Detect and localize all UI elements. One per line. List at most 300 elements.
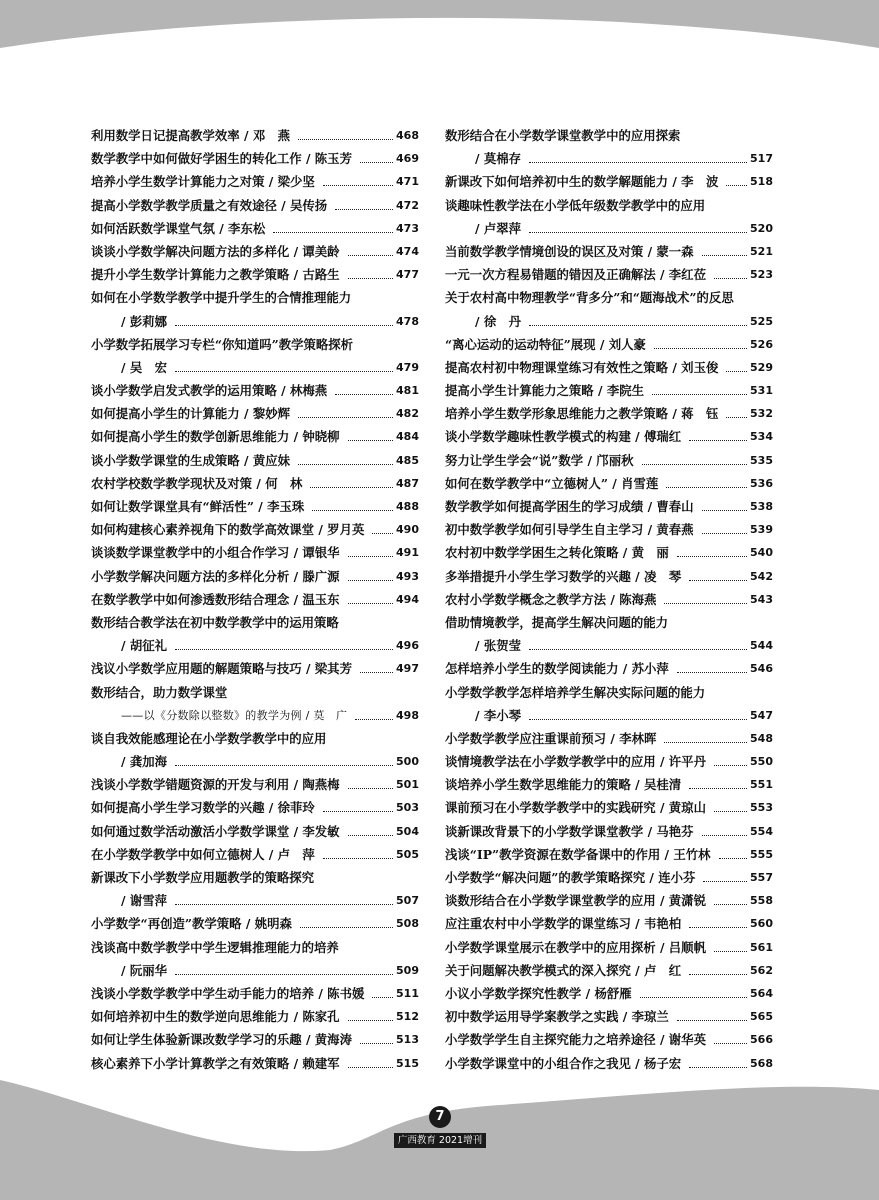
toc-entry-page: 550	[750, 755, 773, 769]
toc-entry-title: 农村小学数学概念之教学方法 / 陈海燕	[445, 591, 657, 607]
dot-leader	[348, 580, 393, 581]
dot-leader	[348, 556, 393, 557]
toc-entry-page: 566	[750, 1033, 773, 1047]
toc-entry-page: 515	[396, 1056, 419, 1070]
toc-entry	[445, 495, 773, 518]
dot-leader	[677, 556, 747, 557]
toc-entry-title: 关于问题解决教学模式的深入探究 / 卢 红	[445, 962, 682, 978]
toc-entry	[445, 866, 773, 889]
toc-entry-page: 526	[750, 337, 773, 351]
toc-entry	[91, 843, 419, 866]
toc-entry-title: 努力让学生学会“说”数学 / 邝丽秋	[445, 452, 634, 468]
toc-entry-page: 497	[396, 662, 419, 676]
toc-entry-page: 531	[750, 384, 773, 398]
dot-leader	[714, 811, 747, 812]
toc-entry	[445, 379, 773, 402]
toc-entry-title: 谈小学数学启发式教学的运用策略 / 林梅燕	[91, 383, 328, 399]
toc-entry-title: 农村初中数学学困生之转化策略 / 黄 丽	[445, 545, 669, 561]
toc-entry-page: 554	[750, 824, 773, 838]
toc-entry-title: 核心素养下小学计算教学之有效策略 / 赖建军	[91, 1055, 340, 1071]
toc-entry-title: 小学数学教学应注重课前预习 / 李林晖	[445, 730, 657, 746]
toc-entry-page: 479	[396, 360, 419, 374]
toc-entry-title: 如何在小学数学教学中提升学生的合情推理能力	[91, 290, 352, 306]
toc-entry-title: 关于农村高中物理教学“背多分”和“题海战术”的反思	[445, 290, 734, 306]
toc-entry	[91, 170, 419, 193]
toc-entry	[91, 820, 419, 843]
toc-entry	[445, 147, 773, 170]
toc-entry-page: 564	[750, 986, 773, 1000]
toc-entry	[445, 263, 773, 286]
toc-entry-title: / 张贺莹	[475, 638, 522, 654]
dot-leader	[689, 788, 747, 789]
toc-entry-title: 如何提高小学生的数学创新思维能力 / 钟晓柳	[91, 429, 340, 445]
toc-entry-title: 小议小学数学探究性教学 / 杨舒雁	[445, 985, 632, 1001]
toc-entry-page: 548	[750, 731, 773, 745]
toc-entry-title: 数学教学中如何做好学困生的转化工作 / 陈玉芳	[91, 151, 352, 167]
toc-entry	[91, 1028, 419, 1051]
toc-entry-title: 当前数学教学情境创设的误区及对策 / 蒙一森	[445, 243, 694, 259]
toc-entry	[445, 541, 773, 564]
toc-entry-page: 512	[396, 1010, 419, 1024]
toc-entry	[445, 889, 773, 912]
dot-leader	[677, 672, 747, 673]
dot-leader	[355, 719, 393, 720]
dot-leader	[726, 417, 747, 418]
toc-entry-page: 496	[396, 639, 419, 653]
toc-entry-page: 498	[396, 708, 419, 722]
toc-entry-title: 如何培养初中生的数学逆向思维能力 / 陈家孔	[91, 1009, 340, 1025]
dot-leader	[689, 1067, 747, 1068]
toc-entry-page: 539	[750, 523, 773, 537]
toc-entry-page: 507	[396, 894, 419, 908]
toc-entry-title: 如何通过数学活动激活小学数学课堂 / 李发敏	[91, 823, 340, 839]
toc-entry-page: 534	[750, 430, 773, 444]
toc-entry-title: / 彭莉娜	[121, 313, 168, 329]
dot-leader	[702, 255, 747, 256]
toc-entry-page: 523	[750, 268, 773, 282]
toc-entry-page: 568	[750, 1056, 773, 1070]
dot-leader	[702, 533, 747, 534]
toc-entry-page: 558	[750, 894, 773, 908]
toc-entry-page: 557	[750, 871, 773, 884]
toc-entry	[91, 727, 419, 750]
dot-leader	[652, 394, 747, 395]
toc-entry-title: 提高小学生计算能力之策略 / 李院生	[445, 383, 645, 399]
toc-entry-page: 491	[396, 546, 419, 560]
dot-leader	[298, 464, 393, 465]
toc-entry-page: 474	[396, 244, 419, 258]
toc-entry	[445, 796, 773, 819]
toc-entry	[91, 912, 419, 935]
toc-entry-title: 在小学数学教学中如何立德树人 / 卢 萍	[91, 846, 315, 862]
dot-leader	[372, 533, 393, 534]
toc-entry	[91, 681, 419, 704]
toc-entry-title: 在数学教学中如何渗透数形结合理念 / 温玉东	[91, 591, 340, 607]
dot-leader	[529, 232, 747, 233]
toc-entry	[445, 1005, 773, 1028]
toc-entry-page: 517	[750, 152, 773, 166]
toc-entry-title: 如何提高小学生的计算能力 / 黎妙辉	[91, 406, 291, 422]
toc-entry-title: 浅谈小学数学教学中学生动手能力的培养 / 陈书媛	[91, 985, 365, 1001]
toc-entry-page: 490	[396, 523, 419, 537]
toc-entry	[91, 796, 419, 819]
toc-entry-title: 应注重农村中小学数学的课堂练习 / 韦艳柏	[445, 916, 682, 932]
dot-leader	[348, 1020, 393, 1021]
toc-entry-title: 初中数学教学如何引导学生自主学习 / 黄春燕	[445, 522, 694, 538]
toc-entry-page: 520	[750, 221, 773, 235]
toc-entry-title: 谈谈数学课堂教学中的小组合作学习 / 谭银华	[91, 545, 340, 561]
dot-leader	[348, 440, 393, 441]
toc-entry	[91, 379, 419, 402]
dot-leader	[689, 580, 747, 581]
toc-entry-page: 501	[396, 778, 419, 792]
toc-entry-page: 485	[396, 453, 419, 467]
toc-entry-title: 数形结合，助力数学课堂	[91, 684, 228, 700]
toc-entry	[91, 310, 419, 333]
toc-entry	[91, 866, 419, 889]
dot-leader	[300, 927, 393, 928]
toc-entry-title: 谈数形结合在小学数学课堂教学的应用 / 黄潇锐	[445, 893, 706, 909]
toc-entry-page: 508	[396, 917, 419, 931]
toc-entry-title: 谈小学数学趣味性教学模式的构建 / 傅瑞红	[445, 429, 682, 445]
dot-leader	[348, 835, 393, 836]
toc-entry-page: 472	[396, 198, 419, 212]
toc-entry-title: 提高农村初中物理课堂练习有效性之策略 / 刘玉俊	[445, 359, 719, 375]
toc-entry-page: 538	[750, 500, 773, 513]
toc-entry-page: 513	[396, 1033, 419, 1047]
toc-entry	[445, 449, 773, 472]
dot-leader	[654, 348, 747, 349]
toc-entry-title: 小学数学解决问题方法的多样化分析 / 滕广源	[91, 568, 340, 584]
toc-entry-title: 借助情境教学，提高学生解决问题的能力	[445, 614, 669, 630]
toc-entry	[445, 936, 773, 959]
toc-entry	[445, 194, 773, 217]
toc-entry-title: 谈新课改背景下的小学数学课堂教学 / 马艳芬	[445, 823, 694, 839]
toc-entry	[91, 147, 419, 170]
toc-entry-page: 504	[396, 824, 419, 838]
dot-leader	[372, 997, 393, 998]
toc-entry	[91, 518, 419, 541]
toc-entry-title: 浅谈高中数学教学中学生逻辑推理能力的培养	[91, 939, 339, 955]
toc-entry-page: 518	[750, 175, 773, 189]
toc-entry-title: 培养小学生数学计算能力之对策 / 梁少坚	[91, 174, 315, 190]
toc-entry	[445, 704, 773, 727]
toc-entry-page: 481	[396, 384, 419, 398]
toc-entry-title: 数形结合在小学数学课堂教学中的应用探索	[445, 128, 681, 143]
toc-entry-page: 535	[750, 453, 773, 467]
toc-entry-title: 数形结合教学法在初中数学教学中的运用策略	[91, 614, 339, 630]
toc-entry-title: 如何活跃数学课堂气氛 / 李东松	[91, 220, 266, 236]
toc-entry-page: 477	[396, 268, 419, 282]
toc-entry-title: 小学数学“解决问题”的教学策略探究 / 连小芬	[445, 870, 696, 885]
toc-entry	[445, 588, 773, 611]
dot-leader	[689, 927, 747, 928]
toc-entry	[445, 217, 773, 240]
toc-entry	[91, 356, 419, 379]
toc-entry-title: 新课改下如何培养初中生的数学解题能力 / 李 波	[445, 174, 719, 190]
toc-entry	[91, 936, 419, 959]
toc-entry-page: 562	[750, 963, 773, 977]
dot-leader	[702, 510, 747, 511]
toc-entry-title: / 龚加海	[121, 754, 168, 770]
toc-entry-title: 多举措提升小学生学习数学的兴趣 / 凌 琴	[445, 568, 682, 584]
dot-leader	[703, 881, 747, 882]
toc-entry-page: 560	[750, 917, 773, 931]
toc-entry-page: 546	[750, 662, 773, 676]
toc-entry-title: 谈小学数学课堂的生成策略 / 黄应妹	[91, 452, 291, 468]
toc-entry	[91, 565, 419, 588]
toc-entry	[445, 170, 773, 193]
dot-leader	[348, 603, 393, 604]
toc-entry-title: 如何让学生体验新课改数学学习的乐趣 / 黄海涛	[91, 1032, 352, 1048]
toc-entry	[91, 402, 419, 425]
toc-entry-title: 提升小学生数学计算能力之教学策略 / 古路生	[91, 267, 340, 283]
toc-entry	[445, 356, 773, 379]
toc-entry-title: 如何构建核心素养视角下的数学高效课堂 / 罗月英	[91, 522, 365, 538]
toc-entry	[91, 194, 419, 217]
toc-left-column	[91, 124, 419, 1075]
toc-entry-title: 数学教学如何提高学困生的学习成绩 / 曹春山	[445, 499, 694, 514]
toc-entry-title: 新课改下小学数学应用题教学的策略探究	[91, 870, 315, 885]
toc-entry	[445, 773, 773, 796]
toc-entry-page: 500	[396, 755, 419, 769]
dot-leader	[348, 278, 393, 279]
toc-entry	[91, 889, 419, 912]
dot-leader	[719, 858, 747, 859]
toc-entry-title: 一元一次方程易错题的错因及正确解法 / 李红莅	[445, 267, 706, 283]
dot-leader	[664, 603, 747, 604]
toc-entry	[445, 959, 773, 982]
toc-entry	[91, 124, 419, 147]
toc-entry-page: 542	[750, 569, 773, 583]
toc-entry-page: 561	[750, 940, 773, 954]
toc-entry-page: 547	[750, 708, 773, 722]
dot-leader	[529, 719, 747, 720]
toc-entry-title: / 阮丽华	[121, 962, 168, 978]
toc-entry-page: 468	[396, 129, 419, 142]
dot-leader	[298, 139, 393, 140]
dot-leader	[175, 325, 393, 326]
toc-entry-page: 555	[750, 847, 773, 861]
toc-entry-title: 浅议小学数学应用题的解题策略与技巧 / 梁其芳	[91, 661, 352, 677]
toc-entry-title: 如何提高小学生学习数学的兴趣 / 徐菲玲	[91, 800, 315, 816]
dot-leader	[175, 974, 393, 975]
toc-entry-page: 473	[396, 221, 419, 235]
toc-entry	[445, 843, 773, 866]
dot-leader	[689, 974, 747, 975]
toc-entry-page: 543	[750, 592, 773, 606]
toc-entry	[91, 657, 419, 680]
toc-entry-page: 553	[750, 801, 773, 815]
dot-leader	[175, 904, 393, 905]
toc-entry	[445, 286, 773, 309]
toc-entry	[445, 310, 773, 333]
dot-leader	[360, 672, 393, 673]
dot-leader	[714, 765, 747, 766]
page-footer	[393, 1106, 487, 1148]
toc-entry-page: 484	[396, 430, 419, 444]
toc-entry-page: 509	[396, 963, 419, 977]
toc-entry	[91, 982, 419, 1005]
toc-entry-title: 小学数学“再创造”教学策略 / 姚明森	[91, 916, 292, 932]
toc-entry	[445, 820, 773, 843]
dot-leader	[677, 1020, 747, 1021]
toc-entry-page: 469	[396, 152, 419, 166]
toc-entry	[445, 681, 773, 704]
toc-entry	[445, 727, 773, 750]
toc-entry-page: 488	[396, 500, 419, 513]
toc-entry-title: 小学数学课堂中的小组合作之我见 / 杨子宏	[445, 1055, 682, 1071]
dot-leader	[312, 510, 393, 511]
toc-entry	[91, 495, 419, 518]
dot-leader	[726, 185, 747, 186]
dot-leader	[323, 811, 393, 812]
dot-leader	[348, 1067, 393, 1068]
dot-leader	[298, 417, 393, 418]
toc-entry	[445, 912, 773, 935]
dot-leader	[360, 162, 393, 163]
toc-entry-title: 提高小学数学教学质量之有效途径 / 吴传扬	[91, 197, 328, 213]
dot-leader	[529, 325, 747, 326]
toc-entry-page: 525	[750, 314, 773, 328]
toc-entry	[91, 611, 419, 634]
dot-leader	[175, 765, 393, 766]
dot-leader	[642, 464, 747, 465]
dot-leader	[175, 371, 393, 372]
toc-entry-title: 农村学校数学教学现状及对策 / 何 林	[91, 475, 303, 491]
toc-entry-page: 478	[396, 314, 419, 328]
toc-entry-title: 浅谈“IP”教学资源在数学备课中的作用 / 王竹林	[445, 846, 711, 862]
toc-entry-title: / 胡征礼	[121, 638, 168, 654]
toc-entry	[91, 541, 419, 564]
toc-entry	[91, 240, 419, 263]
dot-leader	[689, 440, 747, 441]
toc-entry	[445, 518, 773, 541]
toc-entry	[445, 750, 773, 773]
toc-entry-page: 529	[750, 360, 773, 374]
dot-leader	[666, 487, 747, 488]
dot-leader	[702, 835, 747, 836]
toc-entry	[91, 425, 419, 448]
toc-entry	[91, 634, 419, 657]
toc-entry	[445, 124, 773, 147]
dot-leader	[273, 232, 393, 233]
toc-entry-page: 494	[396, 592, 419, 606]
dot-leader	[529, 162, 747, 163]
toc-entry-page: 505	[396, 847, 419, 861]
toc-entry-page: 487	[396, 476, 419, 490]
toc-entry-page: 532	[750, 407, 773, 421]
toc-entry-page: 511	[396, 986, 419, 1000]
dot-leader	[323, 185, 393, 186]
journal-label: 广西教育 2021增刊	[394, 1133, 486, 1148]
dot-leader	[175, 649, 393, 650]
toc-entry-title: 课前预习在小学数学教学中的实践研究 / 黄琼山	[445, 800, 706, 816]
toc-entry	[445, 611, 773, 634]
toc-entry-page: 493	[396, 569, 419, 583]
toc-entry	[91, 1052, 419, 1075]
toc-entry-title: 怎样培养小学生的数学阅读能力 / 苏小萍	[445, 661, 669, 677]
toc-entry	[91, 588, 419, 611]
dot-leader	[640, 997, 747, 998]
toc-entry-title: 如何在数学教学中“立德树人” / 肖雪莲	[445, 475, 659, 491]
dot-leader	[335, 209, 393, 210]
toc-entry-title: 利用数学日记提高教学效率 / 邓 燕	[91, 128, 291, 143]
toc-entry	[91, 472, 419, 495]
toc-entry-title: 小学数学拓展学习专栏“你知道吗”教学策略探析	[91, 336, 354, 352]
page-number: 7	[429, 1106, 451, 1128]
toc-entry-title: 小学数学教学怎样培养学生解决实际问题的能力	[445, 684, 706, 700]
dot-leader	[323, 858, 393, 859]
toc-entry	[91, 217, 419, 240]
toc-entry	[91, 1005, 419, 1028]
toc-entry-page: 540	[750, 546, 773, 560]
toc-entry-title: 小学数学学生自主探究能力之培养途径 / 谢华英	[445, 1032, 706, 1048]
toc-entry	[445, 657, 773, 680]
toc-entry	[91, 773, 419, 796]
toc-entry	[445, 402, 773, 425]
toc-entry-title: 谈培养小学生数学思维能力的策略 / 吴桂清	[445, 777, 682, 793]
dot-leader	[726, 371, 747, 372]
dot-leader	[714, 951, 747, 952]
toc-entry	[91, 286, 419, 309]
toc-entry	[91, 750, 419, 773]
toc-entry-title: 培养小学生数学形象思维能力之教学策略 / 蒋 钰	[445, 406, 719, 422]
toc-entry	[445, 982, 773, 1005]
toc-entry-page: 565	[750, 1010, 773, 1024]
toc-entry	[91, 263, 419, 286]
toc-entry	[445, 240, 773, 263]
toc-entry-page: 471	[396, 175, 419, 189]
toc-entry	[445, 1052, 773, 1075]
toc-entry-title: 谈谈小学数学解决问题方法的多样化 / 谭美龄	[91, 243, 340, 259]
toc-entry-title: / 李小琴	[475, 707, 522, 723]
toc-entry-title: 初中数学运用导学案教学之实践 / 李琼兰	[445, 1009, 669, 1025]
dot-leader	[714, 904, 747, 905]
dot-leader	[360, 1043, 393, 1044]
toc-entry-title: 谈情境教学法在小学数学教学中的应用 / 许平丹	[445, 754, 706, 770]
toc-entry-title: 谈自我效能感理论在小学数学教学中的应用	[91, 730, 327, 746]
dot-leader	[529, 649, 747, 650]
toc-entry	[445, 333, 773, 356]
toc-entry-page: 544	[750, 639, 773, 653]
toc-entry	[91, 333, 419, 356]
toc-entry-page: 482	[396, 407, 419, 421]
toc-right-column	[445, 124, 773, 1075]
toc-entry-page: 536	[750, 476, 773, 490]
toc-entry	[91, 704, 419, 727]
toc-entry-title: / 谢雪萍	[121, 893, 168, 909]
toc-entry-title: / 莫棉存	[475, 151, 522, 167]
toc-entry	[445, 425, 773, 448]
toc-entry-title: 浅谈小学数学错题资源的开发与利用 / 陶燕梅	[91, 777, 340, 793]
toc-entry-title: “离心运动的运动特征”展现 / 刘人豪	[445, 336, 646, 352]
dot-leader	[348, 255, 393, 256]
toc-entry	[91, 959, 419, 982]
toc-entry-page: 551	[750, 778, 773, 792]
toc-entry-title: / 吴 宏	[121, 359, 168, 375]
toc-entry-page: 503	[396, 801, 419, 815]
toc-entry	[445, 634, 773, 657]
toc-entry-title: ——以《分数除以整数》的教学为例 / 莫 广	[121, 708, 348, 722]
toc-entry	[91, 449, 419, 472]
toc-entry	[445, 565, 773, 588]
toc-entry-title: / 卢翠萍	[475, 220, 522, 236]
dot-leader	[714, 1043, 747, 1044]
toc-entry	[445, 472, 773, 495]
dot-leader	[335, 394, 393, 395]
toc-entry-page: 521	[750, 244, 773, 258]
